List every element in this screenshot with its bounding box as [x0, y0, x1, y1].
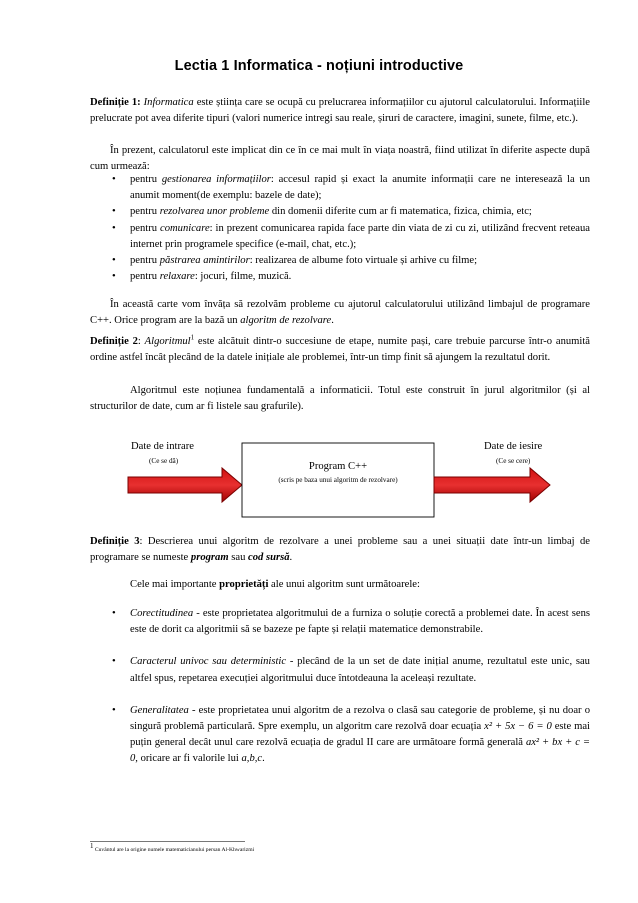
uses-list: [90, 172, 590, 285]
bullet-icon: •: [112, 222, 116, 234]
program-term: program: [190, 552, 229, 564]
bullet-icon: •: [112, 608, 116, 619]
list-item: • Caracterul univoc sau deterministic - plecând de la un set de date inițial anume, rezultatul este unic, sau altfel spus, repetarea execuției algoritmului duce întotdeauna la aceleași rezultate.: [112, 656, 590, 684]
list-item: • pentru relaxare: jocuri, filme, muzică.: [90, 269, 590, 285]
program-title: Program C++: [308, 461, 368, 472]
properties-intro: Cele mai importante proprietăți ale unui algoritm sunt următoarele:: [130, 579, 420, 590]
list-item: • Generalitatea - este proprietatea unui algoritm de a rezolva o clasă sau categorie de probleme, și nu doar o singură problemă particulară. Spre exemplu, un algoritm care rezolvă doar ecuația x² + 5x − 6 = 0 este mai puțin general decât unul care rezolvă ecuația de gradul II care are următoare formă generală ax² + bx + c = 0, oricare ar fi valorile lui a,b,c.: [112, 704, 591, 765]
definition-1-label: Definiție 1:: [90, 97, 141, 108]
list-item: • pentru comunicare: in prezent comunicarea rapida face parte din viata de zi cu zi, utilizând frecvent reteaua internet prin programele specifice (e-mail, chat, etc.);: [112, 222, 590, 250]
definition-2-label: Definiție 2: [90, 336, 138, 347]
list-item: • pentru păstrarea amintirilor: realizarea de albume foto virtuale și arhive cu filme;: [90, 253, 590, 269]
definition-1: [90, 95, 590, 127]
io-diagram: [0, 433, 638, 523]
definition-3-label: Definiție 3: [90, 536, 140, 547]
usage-intro: În prezent, calculatorul este implicat din ce în ce mai mult în viața noastră, fiind utilizat în diferite aspecte după cum urmează:: [90, 145, 590, 173]
bullet-icon: •: [112, 206, 116, 218]
list-item: • pentru rezolvarea unor probleme din domenii diferite cum ar fi matematica, fizica, chimia, etc;: [90, 204, 590, 220]
bullet-icon: •: [112, 255, 116, 267]
definition-2: Definiție 2: Algoritmul$^1$ este alcătuit dintr-o succesiune de etape, numite pași, care trebuie parcurse într-o anumită ordine astfel încât plecând de la datele inițiale ale problemei, într-un timp finit să ajungem la rezultatul dorit.: [90, 333, 591, 364]
list-item: • Corectitudinea - este proprietatea algoritmului de a furniza o soluție corectă a problemei date. În acest sens este de dorit ca algoritmii să se bazeze pe fapte și relații matematice demonstrabile.: [112, 608, 590, 636]
equation-general: ax² + bx + c = 0: [130, 737, 590, 765]
properties-term: proprietăți: [219, 579, 269, 590]
algorithm-term: algoritm de rezolvare: [240, 315, 332, 327]
equation-example: x² + 5x − 6 = 0: [484, 721, 552, 733]
algorithm-paragraph: Algoritmul este noțiunea fundamentală a informaticii. Totul este construit în jurul algoritmilor (și al structurilor de date, cum ar fi listele sau grafurile).: [90, 385, 590, 413]
footnote-mark: 1: [190, 333, 195, 342]
definition-1-term: Informatica: [143, 97, 194, 108]
page-title: Lectia 1 Informatica - noțiuni introductive: [174, 58, 464, 74]
input-subtitle: (Ce se dă): [149, 457, 179, 465]
output-title: Date de iesire: [484, 441, 543, 452]
list-item: • pentru gestionarea informațiilor: accesul rapid și exact la anumite informații care ne interesează la un anumit moment(de exemplu: bazele de date);: [112, 174, 590, 202]
cpp-paragraph: În această carte vom învăța să rezolvăm probleme cu ajutorul calculatorului utilizând limbajul de programare C++. Orice program are la bază un algoritm de rezolvare.: [90, 299, 590, 327]
definition-1-text: este știința care se ocupă cu prelucrarea informațiilor cu ajutorul calculatorului. Informațiile prelucrate pot avea diferite tipuri (valori numerice intregi sau reale, șiruri de caractere, imagini, sunete, filme, etc.).: [90, 97, 590, 125]
properties-list: [90, 606, 590, 784]
program-subtitle: (scris pe baza unui algoritm de rezolvare): [278, 476, 398, 484]
definition-2-term: Algoritmul: [144, 336, 191, 347]
footnote-divider: [90, 841, 245, 842]
input-arrow: [128, 468, 242, 502]
output-arrow: [434, 468, 550, 502]
bullet-icon: •: [112, 271, 116, 283]
definition-3: Definiție 3: Descrierea unui algoritm de rezolvare a unei probleme sau a unei situații date într-un limbaj de programare se numeste program sau cod sursă.: [90, 536, 590, 564]
bullet-icon: •: [112, 704, 116, 716]
bullet-icon: •: [112, 174, 116, 185]
bullet-icon: •: [112, 656, 116, 668]
source-code-term: cod sursă: [248, 552, 290, 564]
footnote: $^1$ Cuvântul are la origine numele matematicianului persan Al-Khwarizmi: [90, 842, 255, 853]
input-title: Date de intrare: [131, 441, 194, 452]
output-subtitle: (Ce se cere): [496, 457, 531, 465]
